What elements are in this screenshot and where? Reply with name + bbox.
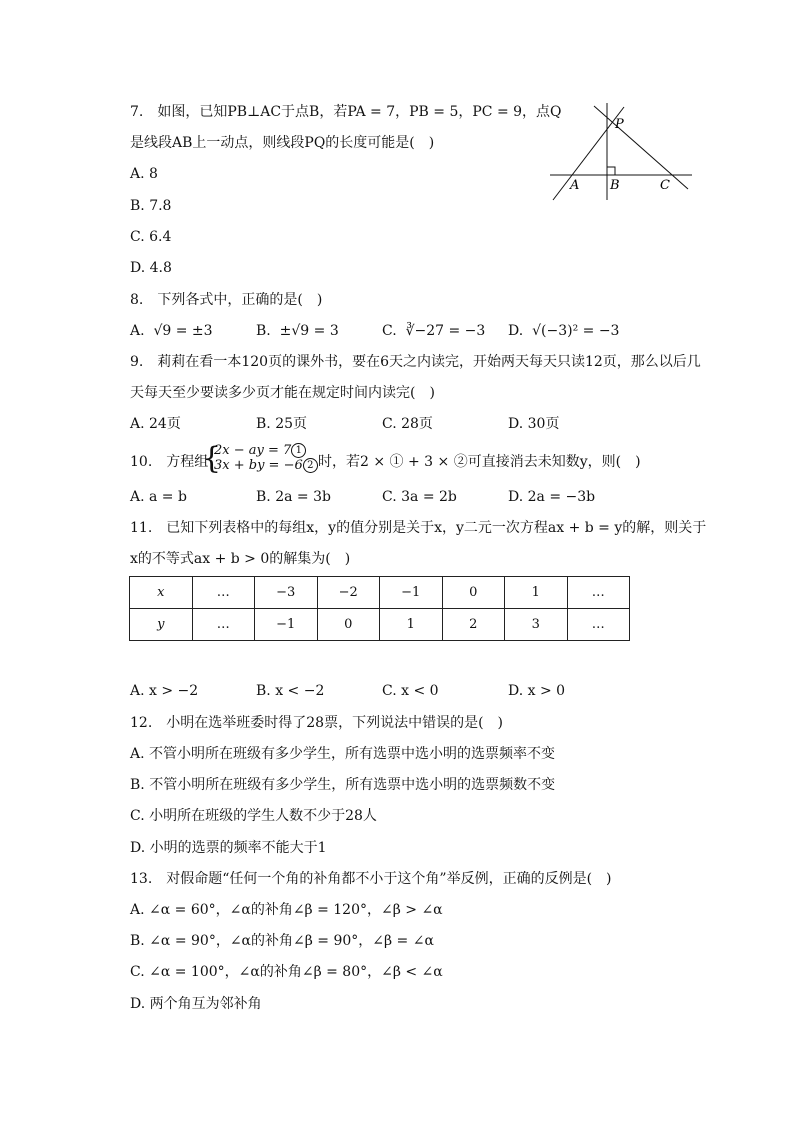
q8-option-b: B. ±√9 = 3: [256, 323, 339, 339]
table-cell: −2: [317, 577, 380, 609]
label-c: C: [660, 178, 670, 193]
q8-stem: 8. 下列各式中，正确的是( ): [130, 292, 323, 308]
table-cell: …: [192, 609, 255, 641]
q8-option-c: C. ∛−27 = −3: [382, 323, 486, 339]
q9-stem-line2: 天每天至少要读多少页才能在规定时间内读完( ): [130, 385, 435, 401]
q7-stem-line2: 是线段AB上一动点，则线段PQ的长度可能是( ): [130, 135, 435, 151]
q10-option-d: D. 2a = −3b: [508, 489, 596, 505]
q10-equation-system: [214, 443, 318, 473]
q11-option-b: B. x < −2: [256, 683, 325, 699]
table-cell: …: [192, 577, 255, 609]
table-cell: x: [130, 577, 193, 609]
circled-mark-2: 2: [303, 458, 318, 473]
q13-option-c: C. ∠α = 100°，∠α的补角∠β = 80°，∠β < ∠α: [130, 964, 443, 980]
q7-option-d: D. 4.8: [130, 260, 172, 276]
q11-stem-line2: x的不等式ax + b > 0的解集为( ): [130, 551, 351, 567]
q7-option-a: A. 8: [130, 166, 158, 182]
q9-option-d: D. 30页: [508, 416, 560, 432]
q9-option-a: A. 24页: [130, 416, 181, 432]
table-row-x: [130, 577, 630, 609]
line-pc: [594, 106, 688, 189]
q7-stem-line1: 7. 如图，已知PB⊥AC于点B，若PA = 7，PB = 5，PC = 9，点Q: [130, 104, 562, 120]
q10-option-b: B. 2a = 3b: [256, 489, 331, 505]
table-cell: −1: [255, 609, 318, 641]
table-row-y: [130, 609, 630, 641]
q10-number: 10. 方程组: [130, 454, 209, 470]
table-cell: −1: [380, 577, 443, 609]
q11-stem-line1: 11. 已知下列表格中的每组x，y的值分别是关于x，y二元一次方程ax + b = y的解，则关于: [130, 520, 707, 536]
table-cell: 3: [505, 609, 568, 641]
q10-equation-1: 2x − ay = 7 1: [214, 443, 318, 458]
q10-option-c: C. 3a = 2b: [382, 489, 457, 505]
q10-equation-2: 3x + by = −6 2: [214, 458, 318, 473]
q7-option-b: B. 7.8: [130, 198, 172, 214]
q10-option-a: A. a = b: [130, 489, 187, 505]
q11-option-c: C. x < 0: [382, 683, 439, 699]
table-cell: 2: [442, 609, 505, 641]
q13-option-b: B. ∠α = 90°，∠α的补角∠β = 90°，∠β = ∠α: [130, 933, 434, 949]
q12-stem: 12. 小明在选举班委时得了28票，下列说法中错误的是( ): [130, 715, 504, 731]
q10-system-brace: {: [202, 441, 222, 476]
table-cell: −3: [255, 577, 318, 609]
table-cell: …: [567, 609, 630, 641]
q11-option-a: A. x > −2: [130, 683, 199, 699]
q11-value-table: [129, 576, 630, 641]
table-cell: 0: [442, 577, 505, 609]
q12-option-b: B. 不管小明所在班级有多少学生，所有选票中选小明的选票频数不变: [130, 777, 556, 793]
table-cell: 0: [317, 609, 380, 641]
q9-option-b: B. 25页: [256, 416, 308, 432]
q7-option-c: C. 6.4: [130, 229, 172, 245]
q10-stem-tail: 时，若2 × ① + 3 × ②可直接消去未知数y，则( ): [318, 454, 641, 470]
q13-stem: 13. 对假命题“任何一个角的补角都不小于这个角”举反例，正确的反例是( ): [130, 871, 612, 887]
table-cell: 1: [505, 577, 568, 609]
label-p: P: [615, 117, 624, 132]
table-cell: …: [567, 577, 630, 609]
q11-option-d: D. x > 0: [508, 683, 566, 699]
right-angle-mark: [607, 167, 615, 175]
q12-option-a: A. 不管小明所在班级有多少学生，所有选票中选小明的选票频率不变: [130, 746, 556, 762]
q9-option-c: C. 28页: [382, 416, 433, 432]
q12-option-c: C. 小明所在班级的学生人数不少于28人: [130, 808, 377, 824]
table-cell: y: [130, 609, 193, 641]
q13-option-d: D. 两个角互为邻补角: [130, 996, 262, 1012]
circled-mark-1: 1: [291, 443, 306, 458]
q13-option-a: A. ∠α = 60°，∠α的补角∠β = 120°，∠β > ∠α: [130, 902, 443, 918]
label-a: A: [570, 178, 580, 193]
q8-option-d: D. √(−3)² = −3: [508, 323, 620, 339]
q8-option-a: A. √9 = ±3: [130, 323, 213, 339]
q12-option-d: D. 小明的选票的频率不能大于1: [130, 840, 327, 856]
label-b: B: [610, 178, 620, 193]
q7-geometry-figure: [548, 100, 696, 205]
table-cell: 1: [380, 609, 443, 641]
q9-stem-line1: 9. 莉莉在看一本120页的课外书，要在6天之内读完，开始两天每天只读12页，那么以后几: [130, 354, 701, 370]
